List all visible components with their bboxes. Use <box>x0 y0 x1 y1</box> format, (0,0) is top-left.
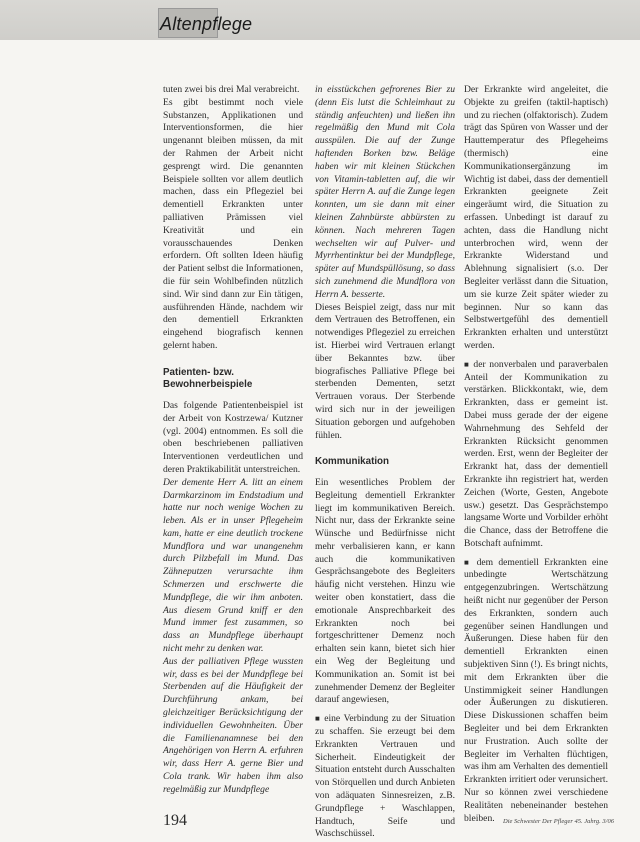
journal-reference: Die Schwester Der Pfleger 45. Jahrg. 3/06 <box>503 818 614 825</box>
paragraph: Das folgende Patientenbeispiel ist der Arbeit von Kostrzewa/ Kutzner (vgl. 2004) entnommen. Es soll die oben beschriebenen palliativen Interventionen verdeutlichen und deren Praktikabilität unterstreichen. <box>163 399 303 475</box>
bullet-paragraph: ■ eine Verbindung zu der Situation zu schaffen. Sie erzeugt bei dem Erkrankten Vertrauen und Sicherheit. Eindeutigkeit der Situation entsteht durch Ausschalten von Störquellen und durch Anbieten von adäquaten Sinnesreizen, z.B. Grundpflege + Waschlappen, Handtuch, Seife und Waschschüssel. <box>315 713 455 841</box>
paragraph: Es gibt bestimmt noch viele Substanzen, Applikationen und Interventionsformen, die hier ungenannt bleiben müssen, da mit der Rahmen der Arbeit nicht gesprengt wird. Die genannten Beispiele sollten vor allem deutlich machen, dass ein Pflegeziel bei dementiell Erkrankten unter palliativen Prämissen viel Kreativität und ein vorausschauendes Denken erfordern. Oft sollten Ideen häufig der Patient selbst die Informationen, die für sein Wohlbefinden nützlich sind. Wir sind dann zur Ein tätigen, ausführenden Hände, nachdem wir den dementiell Erkrankten eingehend biografisch kennen gelernt haben. <box>163 96 303 351</box>
bullet-paragraph: ■ der nonverbalen und paraverbalen Anteil der Kommunikation zu verstärken. Blickkontakt, wie, dem Erkrankten, dass er gemeint ist. Dabei muss gerade der der eigene Wahrnehmung des Sehfeld der Erkrankten Rücksicht genommen werden. Erst, wenn der Begleiter der Erkrankt hat, dass der dementiell Erkrankte ihn registriert hat, werden Zeichen (Worte, Gesten, Angebote usw.) gesetzt. Das Gesprächstempo langsame Worte und Vorbilder erhöht die Chance, dass der Betroffene die Botschaft aufnimmt. <box>464 359 608 551</box>
section-heading <box>163 367 303 392</box>
section-title: Altenpflege <box>160 14 253 34</box>
italic-paragraph: Aus der palliativen Pflege wussten wir, dass es bei der Mundpflege bei Sterbenden auf die Häufigkeit der Durchführung ankam, bei gleichzeitiger Berücksichtigung der individuellen Gewohnheiten. Über die Familienanamnese bei den Angehörigen von Herrn A. erfuhren wir, dass Herr A. gerne Bier und Cola trank. Wir haben ihm also regelmäßig zur Mundpflege <box>163 655 303 795</box>
section-heading: Kommunikation <box>315 456 390 468</box>
page-header <box>0 0 640 40</box>
text-column-1 <box>163 84 303 797</box>
paragraph: Dieses Beispiel zeigt, dass nur mit dem Vertrauen des Betroffenen, ein notwendiges Pflegeziel zu erreichen ist. Hierbei wird Vertrauen erlangt über Bekanntes bzw. über biografisches Palliative Pflege bei sterbenden Dementen, setzt Vertrauen voraus. Der Sterbende wird sich nur in der jeweiligen Situation geborgen und aufgehoben fühlen. <box>315 301 455 441</box>
text-column-3 <box>464 84 608 825</box>
heading-line-2: Bewohnerbeispiele <box>163 379 253 391</box>
italic-paragraph: Der demente Herr A. litt an einem Darmkarzinom im Endstadium und hatte nur noch wenige Wochen zu leben. Als er in unser Pflegeheim kam, hatte er eine deutlich trockene Mundflora und war unangenehm durch Pilzbefall im Mund. Das Zähneputzen verursachte ihm Schmerzen und erschwerte die Mundpflege, die wir ihm anboten. Aus diesem Grund kniff er den Mund immer fest zusammen, so dass an Mundpflege überhaupt nicht mehr zu denken war. <box>163 476 303 655</box>
bullet-paragraph: ■ dem dementiell Erkrankten eine unbedingte Wertschätzung entgegenzubringen. Wertschätzung heißt nicht nur gegenüber der Person des Erkrankten, sondern auch gegenüber seinen Handlungen und Äußerungen. Diese haben für den dementiell Erkrankten einen subjektiven Sinn (!). Es bringt nichts, mit dem Erkrankten über die Unstimmigkeit seiner Handlungen oder Äußerungen zu diskutieren. Diese Diskussionen schaffen beim Begleiter und bei dem Erkrankten nur Frustration. Auch sollte der Begleiter im Verhalten flüchtigen, was ihm am Verhalten des dementiell Erkrankten irritiert oder verunsichert. Nur so können zwei verschiedene Realitäten nebeneinander bestehen bleiben. <box>464 557 608 826</box>
paragraph: Ein wesentliches Problem der Begleitung dementiell Erkrankter liegt im kommunikativen Bereich. Nicht nur, dass der Erkrankte seine Wünsche und Bedürfnisse nicht mehr verbalisieren kann, er kann auch die kommunikativen Gesprächsangebote des Begleiters häufig nicht verstehen. Hinzu wie weiter oben konstatiert, dass die emotionale Ansprechbarkeit des Erkrankten noch bei fortgeschrittener Demenz noch erhalten sein kann, bietet sich hier ein Weg der Begleitung und Kommunikation an. Somit ist bei zunehmender Demenz der Begleiter darauf angewiesen, <box>315 476 455 706</box>
text-column-2 <box>315 84 455 841</box>
heading-line-1: Patienten- bzw. <box>163 366 234 378</box>
page-number: 194 <box>163 812 187 829</box>
italic-paragraph: in eisstückchen gefrorenes Bier zu (denn Eis lutst die Schleimhaut zu ständig anfeuchten) und ließen ihn regelmäßig den Mund mit Cola ausspülen. Die auf der Zunge haftenden Borken bzw. Beläge haben wir mit kleinen Stückchen von Vitamin-tabletten auf, die wir später Herrn A. auf die Zunge legen konnten, um sie dann mit einer kleinen Zahnbürste abbürsten zu können. Nach mehreren Tagen wechselten wir auf Pulver- und Myrrhentinktur bei der Mundpflege, später auf Mundspüllösung, so dass sich zunehmend die Mundflora von Herrn A. besserte. <box>315 84 455 300</box>
paragraph: Der Erkrankte wird angeleitet, die Objekte zu greifen (taktil-haptisch) und zu riechen (olfaktorisch). Zudem trägt das Spüren von Wasser und der Hauttemperatur des Pflegeheims (thermisch) eine Kommunikationsergänzung im Wichtig ist dabei, dass der dementiell Erkrankten geeignete Zeit eingeräumt wird, die Situation zu erfassen. Unbedingt ist darauf zu achten, dass die Handlung nicht unterbrochen wird, wenn der Erkrankte Widerstand und Ablehnung signalisiert (s.o. Der Begleiter verlässt dann die Situation, um sie kurze Zeit später wieder zu beginnen. Nur so kann das Selbstwertgefühl des dementiell Erkrankten erhalten und unterstützt werden. <box>464 84 609 351</box>
header-background <box>0 0 640 40</box>
paragraph: tuten zwei bis drei Mal verabreicht. <box>163 84 300 95</box>
